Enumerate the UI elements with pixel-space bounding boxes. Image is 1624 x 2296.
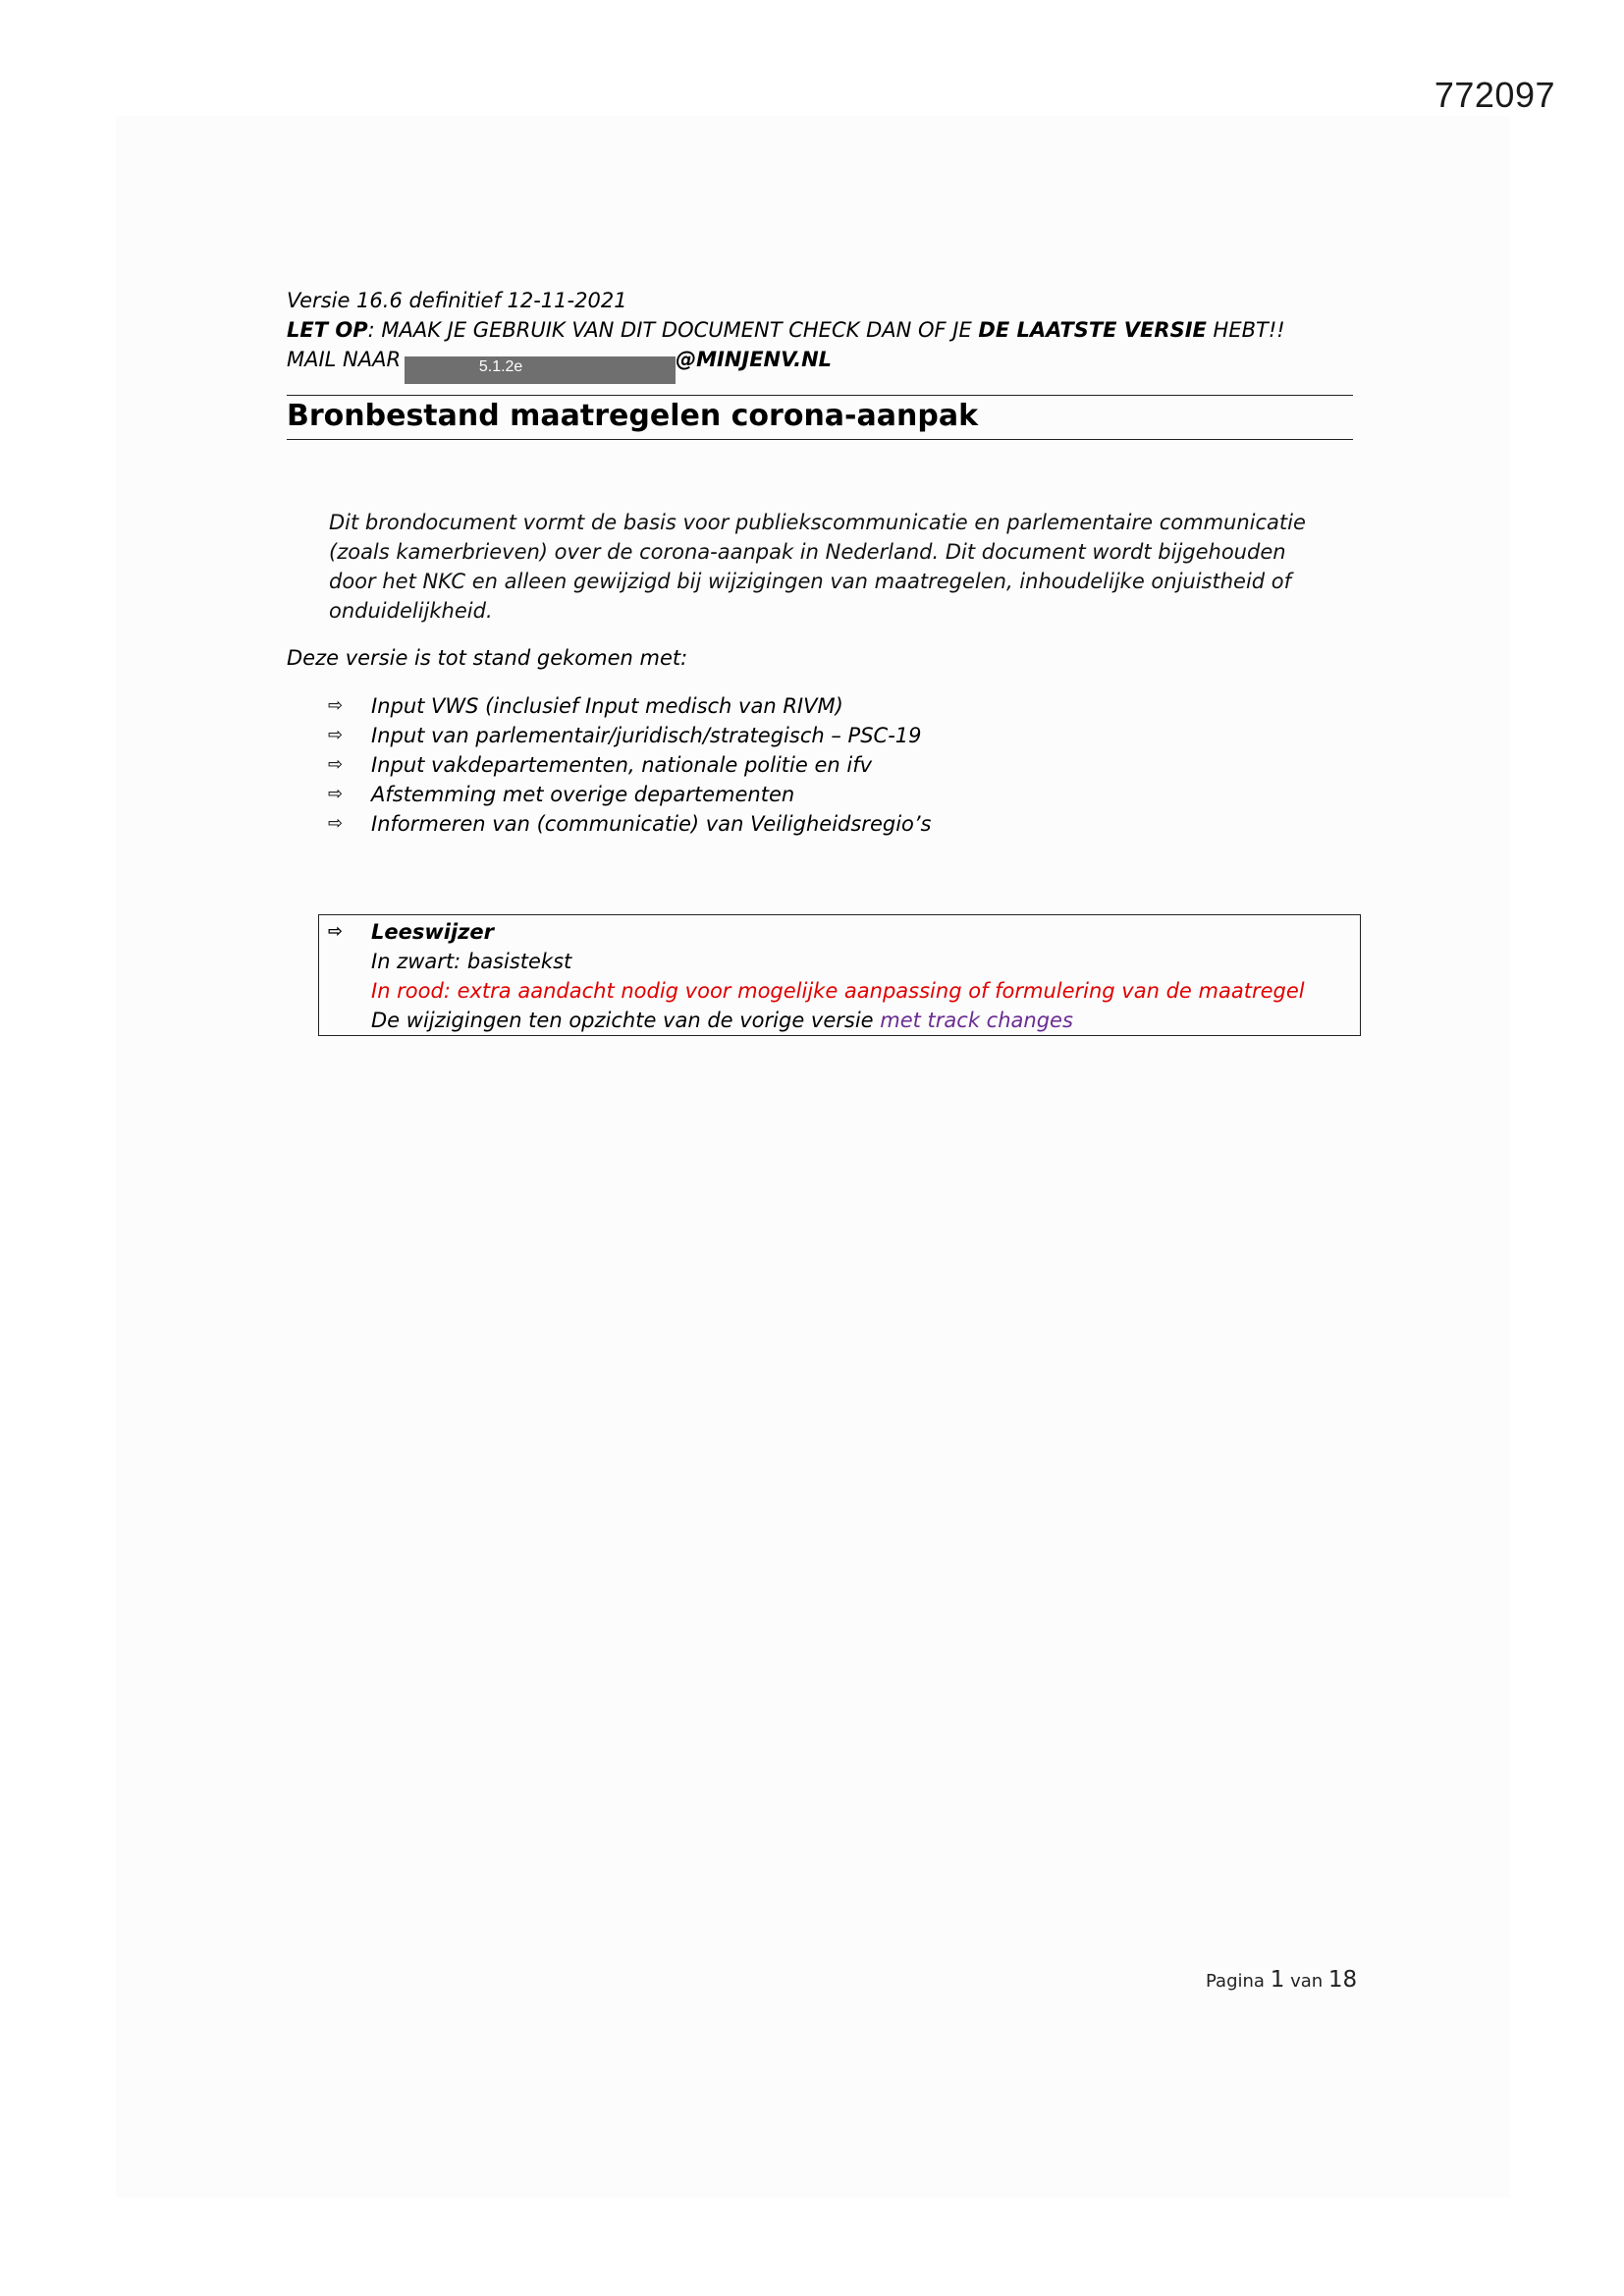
mail-domain: @MINJENV.NL xyxy=(676,348,833,371)
list-item xyxy=(328,691,932,721)
sources-list xyxy=(328,691,932,839)
list-item xyxy=(328,809,932,839)
arrow-icon: ⇨ xyxy=(328,784,344,804)
total-pages: 18 xyxy=(1327,1967,1358,1993)
intro-line: (zoals kamerbrieven) over de corona-aanpak in Nederland. Dit document wordt bijgehouden xyxy=(329,540,1286,564)
page-number: 1 xyxy=(1270,1967,1285,1993)
notice-line xyxy=(287,315,1357,345)
track-changes-text: met track changes xyxy=(880,1009,1073,1032)
list-item-text: Informeren van (communicatie) van Veiligheidsregio’s xyxy=(371,812,932,836)
title-rule-top xyxy=(287,395,1353,396)
list-item-text: Afstemming met overige departementen xyxy=(371,783,795,806)
reading-guide-heading: Leeswijzer xyxy=(371,920,494,944)
mail-label: MAIL NAAR xyxy=(287,348,402,371)
notice-label: LET OP xyxy=(287,318,368,342)
reading-guide-box xyxy=(318,914,1361,1036)
document-title: Bronbestand maatregelen corona-aanpak xyxy=(287,399,979,433)
legend-black-line: In zwart: basistekst xyxy=(371,950,572,973)
document-id: 772097 xyxy=(1434,75,1555,115)
version-header xyxy=(287,286,1357,384)
list-item xyxy=(328,750,932,780)
list-item-text: Input van parlementair/juridisch/strategisch – PSC-19 xyxy=(371,724,922,747)
of-label: van xyxy=(1290,1971,1324,1992)
redaction-box xyxy=(405,356,676,384)
list-item-text: Input VWS (inclusief Input medisch van RIVM) xyxy=(371,694,843,718)
legend-red-line: In rood: extra aandacht nodig voor mogelijke aanpassing of formulering van de maatregel xyxy=(371,979,1305,1003)
notice-emphasis: DE LAATSTE VERSIE xyxy=(978,318,1207,342)
page-footer xyxy=(1206,1966,1357,1995)
arrow-icon: ⇨ xyxy=(328,754,344,775)
notice-text: : MAAK JE GEBRUIK VAN DIT DOCUMENT CHECK DAN OF JE xyxy=(367,318,979,342)
version-line: Versie 16.6 definitief 12-11-2021 xyxy=(287,289,627,312)
reading-guide-content xyxy=(328,917,1305,1035)
intro-paragraph xyxy=(329,508,1360,626)
page-label: Pagina xyxy=(1206,1971,1265,1992)
sources-lead: Deze versie is tot stand gekomen met: xyxy=(287,646,688,670)
reading-guide-heading-row xyxy=(328,917,1305,947)
arrow-icon: ⇨ xyxy=(328,921,344,942)
list-item-text: Input vakdepartementen, nationale politie en ifv xyxy=(371,753,873,777)
arrow-icon: ⇨ xyxy=(328,813,344,834)
list-item xyxy=(328,721,932,750)
notice-text-end: HEBT!! xyxy=(1206,318,1285,342)
arrow-icon: ⇨ xyxy=(328,695,344,716)
legend-changes-line xyxy=(328,1006,1305,1035)
intro-line: Dit brondocument vormt de basis voor publiekscommunicatie en parlementaire communicatie xyxy=(329,511,1306,534)
intro-line: onduidelijkheid. xyxy=(329,599,493,623)
mail-line xyxy=(287,345,1357,384)
intro-line: door het NKC en alleen gewijzigd bij wijzigingen van maatregelen, inhoudelijke onjuistheid of xyxy=(329,570,1292,593)
title-rule-bottom xyxy=(287,439,1353,440)
legend-changes-text: De wijzigingen ten opzichte van de vorige versie xyxy=(371,1009,881,1032)
redaction-code: 5.1.2e xyxy=(478,358,523,375)
list-item xyxy=(328,780,932,809)
arrow-icon: ⇨ xyxy=(328,725,344,745)
